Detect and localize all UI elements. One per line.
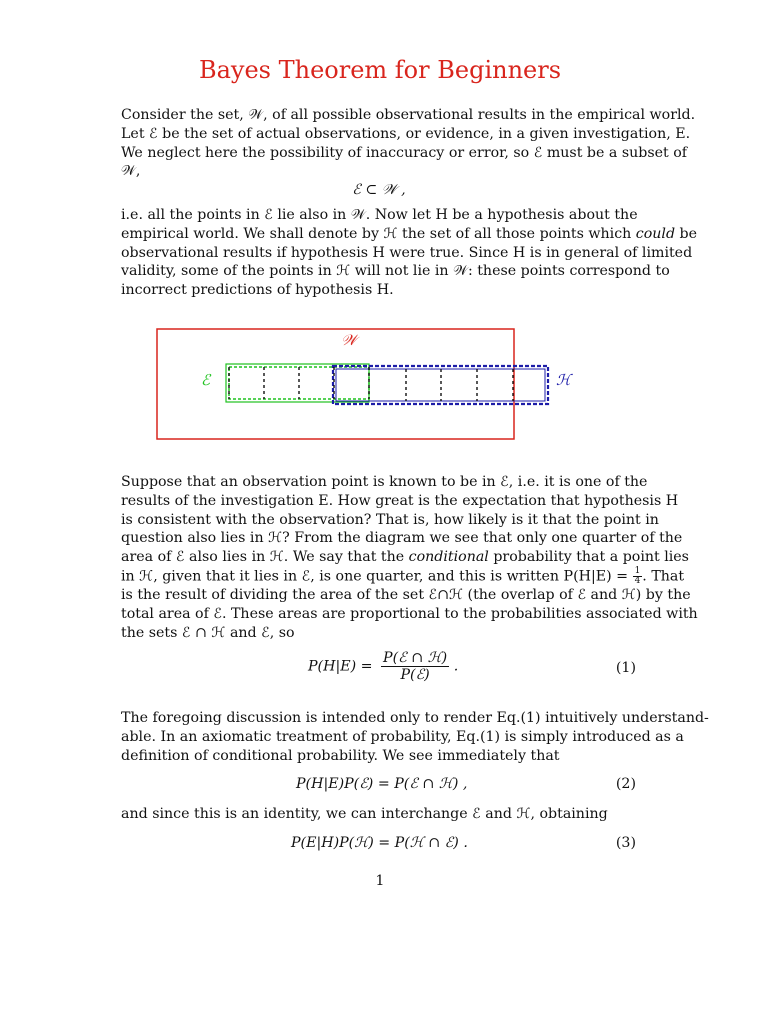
p4-line-3: definition of conditional probability. We see immediately that xyxy=(121,747,560,764)
p2-line-2-a: empirical world. We shall denote by ℋ the set of all those points which xyxy=(121,225,636,242)
page-title: Bayes Theorem for Beginners xyxy=(198,56,562,84)
set-w-label: 𝒲 xyxy=(341,331,357,349)
equation-1-denominator: P(ℰ) xyxy=(400,667,430,683)
equation-1 xyxy=(308,650,458,683)
paragraph-3 xyxy=(121,473,698,643)
p3-line-6-end: . That xyxy=(642,568,685,585)
equation-2: P(H|E)P(ℰ) = P(ℰ ∩ ℋ) , xyxy=(296,776,468,792)
fraction-one-quarter xyxy=(633,567,643,586)
p3-line-5-c: probability that a point lies xyxy=(488,549,689,566)
set-h-label: ℋ xyxy=(556,371,571,389)
p3-line-9: the sets ℰ ∩ ℋ and ℰ, so xyxy=(121,624,295,641)
equation-1-fraction xyxy=(381,650,449,683)
paragraph-4 xyxy=(121,709,709,765)
p2-line-2-c: be xyxy=(675,225,698,242)
fraction-numerator: 1 xyxy=(634,565,641,576)
equation-3: P(E|H)P(ℋ) = P(ℋ ∩ ℰ) . xyxy=(291,835,468,851)
p3-line-7: is the result of dividing the area of the set ℰ∩ℋ (the overlap of ℰ and ℋ) by the xyxy=(121,587,691,604)
p2-line-2-emphasis: could xyxy=(635,225,676,242)
p3-line-5-a: area of ℰ also lies in ℋ. We say that the xyxy=(121,549,409,566)
equation-3-number: (3) xyxy=(615,835,636,851)
equation-1-numerator: P(ℰ ∩ ℋ) xyxy=(383,650,448,666)
p3-line-3: is consistent with the observation? That is, how likely is it that the point in xyxy=(121,511,659,528)
equation-1-lhs: P(H|E) = xyxy=(308,658,373,675)
equation-1-number: (1) xyxy=(615,660,636,676)
set-e-inner-dashed xyxy=(229,367,369,399)
p3-line-4: question also lies in ℋ? From the diagram we see that only one quarter of the xyxy=(121,530,683,547)
p3-line-2: results of the investigation E. How great is the expectation that hypothesis H xyxy=(121,492,679,509)
p4-line-1: The foregoing discussion is intended only to render Eq.(1) intuitively understand- xyxy=(121,710,709,726)
p3-line-6 xyxy=(121,565,685,586)
p3-line-1: Suppose that an observation point is known to be in ℰ, i.e. it is one of the xyxy=(121,474,648,490)
p2-line-1: i.e. all the points in ℰ lie also in 𝒲. Now let H be a hypothesis about the xyxy=(121,207,638,223)
venn-diagram xyxy=(0,0,768,460)
p1-line-3: We neglect here the possibility of inaccuracy or error, so ℰ must be a subset of xyxy=(121,144,688,161)
p3-line-6-a: in ℋ, given that it lies in ℰ, is one quarter, and this is written P(H|E) = xyxy=(121,568,633,585)
p1-line-2: Let ℰ be the set of actual observations, or evidence, in a given investigation, E. xyxy=(121,125,691,142)
p2-line-3: observational results if hypothesis H were true. Since H is in general of limited xyxy=(121,244,693,261)
equation-subset: ℰ ⊂ 𝒲 , xyxy=(352,182,406,198)
p3-line-5-emphasis: conditional xyxy=(408,549,489,566)
page-number: 1 xyxy=(375,873,385,889)
p3-line-5 xyxy=(121,548,689,567)
p1-line-4: 𝒲, xyxy=(121,163,141,180)
p2-line-5: incorrect predictions of hypothesis H. xyxy=(121,282,394,299)
paragraph-5 xyxy=(121,805,637,824)
equation-1-tail: . xyxy=(453,658,459,675)
p5-line-1: and since this is an identity, we can interchange ℰ and ℋ, obtaining xyxy=(121,806,608,822)
p4-line-2: able. In an axiomatic treatment of probability, Eq.(1) is simply introduced as a xyxy=(121,728,684,745)
equation-2-number: (2) xyxy=(615,776,636,792)
grid-dividers xyxy=(229,367,513,401)
p3-line-8: total area of ℰ. These areas are proportional to the probabilities associated with xyxy=(121,606,698,623)
set-e-outer xyxy=(226,364,369,402)
set-e-label: ℰ xyxy=(201,371,211,389)
p1-line-1: Consider the set, 𝒲, of all possible observational results in the empirical world. xyxy=(121,107,696,123)
p2-line-4: validity, some of the points in ℋ will not lie in 𝒲: these points correspond to xyxy=(121,263,670,280)
fraction-denominator: 4 xyxy=(634,575,641,586)
